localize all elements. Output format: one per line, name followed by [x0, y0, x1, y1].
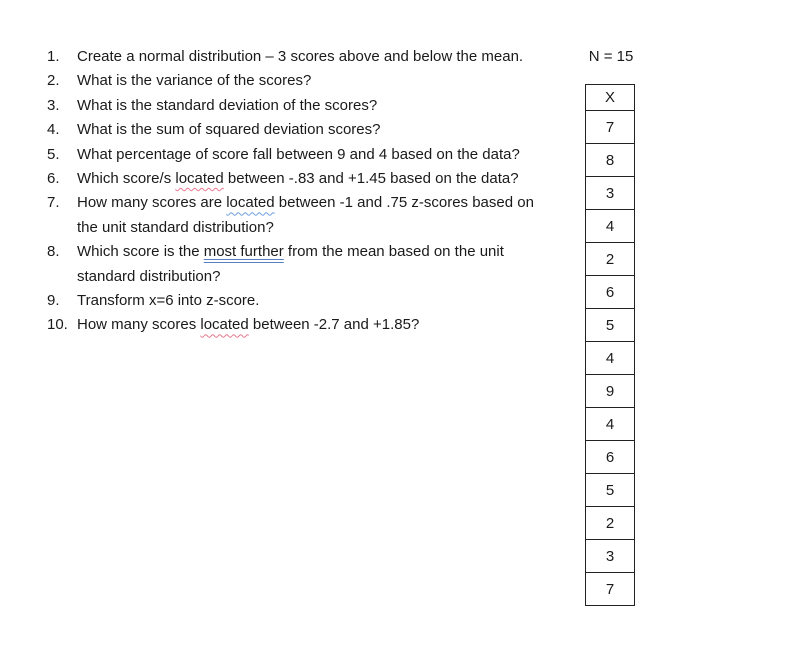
question-text-segment: Transform x=6 into z-score. — [77, 292, 260, 310]
score-cell: 5 — [586, 309, 635, 342]
score-cell: 2 — [586, 243, 635, 276]
scores-table — [585, 84, 635, 606]
question-item — [47, 118, 547, 142]
question-text — [77, 45, 547, 69]
question-text — [77, 69, 547, 93]
table-row — [586, 507, 635, 540]
question-number: 2. — [47, 72, 60, 90]
question-number: 6. — [47, 170, 60, 188]
table-row — [586, 177, 635, 210]
score-cell: 4 — [586, 408, 635, 441]
spelling-underline: located — [175, 170, 224, 188]
table-row — [586, 309, 635, 342]
score-cell: 6 — [586, 276, 635, 309]
table-header-row — [586, 85, 635, 111]
question-number: 5. — [47, 145, 60, 163]
question-text — [77, 118, 547, 142]
score-cell: 9 — [586, 375, 635, 408]
table-row — [586, 375, 635, 408]
question-text-segment: between -1 and .75 z-scores based on the unit standard distribution? — [77, 194, 534, 236]
spelling-underline: located — [200, 316, 249, 334]
table-row — [586, 276, 635, 309]
score-cell: 8 — [586, 144, 635, 177]
sample-size-label: N = 15 — [588, 48, 634, 65]
question-item — [47, 167, 547, 191]
table-row — [586, 144, 635, 177]
score-cell: 7 — [586, 111, 635, 144]
question-text — [77, 94, 547, 118]
score-cell: 2 — [586, 507, 635, 540]
question-text-segment: How many scores — [77, 316, 201, 334]
question-item — [47, 289, 547, 313]
question-number: 1. — [47, 48, 60, 65]
question-number: 7. — [47, 194, 60, 212]
score-cell: 4 — [586, 210, 635, 243]
question-text-segment: Which score/s — [77, 170, 176, 188]
grammar-double-underline: most further — [203, 243, 284, 261]
question-text — [77, 143, 547, 167]
grammar-underline: located — [226, 194, 275, 212]
question-text — [77, 240, 547, 289]
question-number: 10. — [47, 316, 68, 334]
question-number: 8. — [47, 243, 60, 261]
question-text-segment: Which score is the — [77, 243, 204, 261]
question-text-segment: What is the sum of squared deviation scores? — [77, 121, 381, 139]
question-number: 4. — [47, 121, 60, 139]
question-text — [77, 167, 547, 191]
question-item — [47, 191, 547, 240]
score-cell: 6 — [586, 441, 635, 474]
question-item — [47, 94, 547, 118]
column-header-x: X — [586, 85, 635, 111]
question-item — [47, 69, 547, 93]
question-item — [47, 313, 547, 337]
question-text — [77, 313, 547, 337]
table-row — [586, 210, 635, 243]
question-item — [47, 45, 547, 69]
question-text — [77, 289, 547, 313]
table-row — [586, 540, 635, 573]
question-text — [77, 191, 547, 240]
question-text-segment: Create a normal distribution – 3 scores above and below the mean. — [77, 48, 524, 65]
table-row — [586, 342, 635, 375]
question-text-segment: What is the standard deviation of the scores? — [77, 96, 378, 114]
question-item — [47, 143, 547, 167]
table-row — [586, 573, 635, 606]
table-row — [586, 474, 635, 507]
question-text-segment: between -2.7 and +1.85? — [248, 316, 420, 334]
question-number: 3. — [47, 96, 60, 114]
table-row — [586, 441, 635, 474]
question-text-segment: between -.83 and +1.45 based on the data? — [223, 170, 519, 188]
score-cell: 7 — [586, 573, 635, 606]
score-cell: 4 — [586, 342, 635, 375]
score-cell: 3 — [586, 540, 635, 573]
question-text-segment: What percentage of score fall between 9 and 4 based on the data? — [77, 145, 520, 163]
table-row — [586, 408, 635, 441]
table-row — [586, 111, 635, 144]
question-text-segment: How many scores are — [77, 194, 227, 212]
question-text-segment: What is the variance of the scores? — [77, 72, 312, 90]
question-number: 9. — [47, 292, 60, 310]
score-cell: 3 — [586, 177, 635, 210]
score-cell: 5 — [586, 474, 635, 507]
table-row — [586, 243, 635, 276]
question-item — [47, 240, 547, 289]
question-text-segment: from the mean based on the unit standard distribution? — [77, 243, 504, 285]
questions-list — [47, 45, 547, 338]
